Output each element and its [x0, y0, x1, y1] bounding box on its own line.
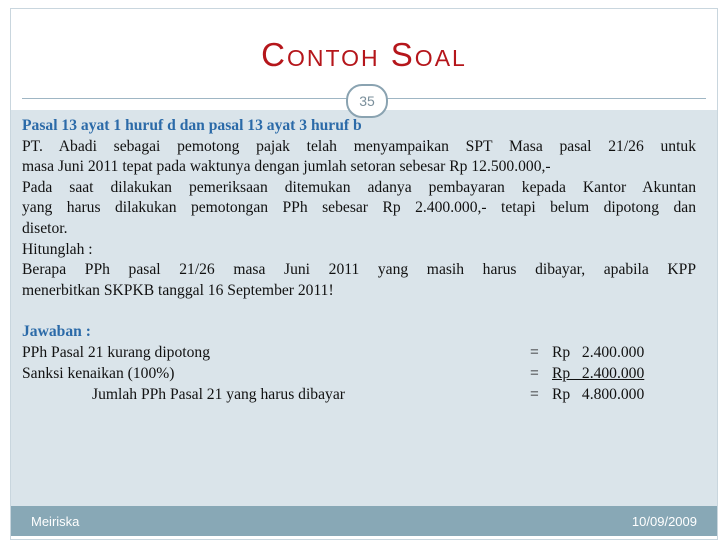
slide-title: Contoh Soal — [261, 36, 467, 73]
calc-label: PPh Pasal 21 kurang dipotong — [22, 343, 210, 361]
calc-row — [22, 364, 696, 385]
problem-line-5: disetor. — [22, 219, 68, 237]
footer-author: Meiriska — [31, 514, 80, 529]
problem-line-4: yang harus dilakukan pemotongan PPh sebesar Rp 2.400.000,- tetapi belum dipotong dan — [22, 199, 696, 217]
problem-line-1: PT. Abadi sebagai pemotong pajak telah menyampaikan SPT Masa pasal 21/26 untuk — [22, 137, 696, 155]
problem-line-2: masa Juni 2011 tepat pada waktunya dengan jumlah setoran sebesar Rp 12.500.000,- — [22, 158, 551, 176]
footer-date: 10/09/2009 — [631, 514, 697, 529]
calc-equals: = — [530, 343, 539, 361]
calc-amount: Rp 2.400.000 — [552, 343, 645, 361]
calc-row-total — [22, 385, 696, 406]
page-number-badge — [346, 84, 388, 118]
blank-line — [22, 301, 696, 322]
calc-row — [22, 343, 696, 364]
slide-body — [22, 116, 696, 406]
problem-heading: Pasal 13 ayat 1 huruf d dan pasal 13 ayat 3 huruf b — [22, 117, 362, 134]
problem-line-7: Berapa PPh pasal 21/26 masa Juni 2011 yang masih harus dibayar, apabila KPP — [22, 261, 696, 279]
page-number: 35 — [359, 93, 375, 109]
answer-heading: Jawaban : — [22, 323, 91, 341]
problem-line-3: Pada saat dilakukan pemeriksaan ditemukan adanya pembayaran kepada Kantor Akuntan — [22, 178, 696, 196]
footer-bar — [11, 506, 717, 536]
calc-equals: = — [530, 385, 539, 403]
calc-equals: = — [530, 364, 539, 382]
problem-line-8: menerbitkan SKPKB tanggal 16 September 2011! — [22, 281, 334, 299]
calc-amount: Rp 4.800.000 — [552, 385, 645, 403]
calc-label: Jumlah PPh Pasal 21 yang harus dibayar — [92, 385, 345, 403]
problem-line-6: Hitunglah : — [22, 240, 93, 258]
calc-label: Sanksi kenaikan (100%) — [22, 364, 175, 382]
calc-amount: Rp 2.400.000 — [552, 364, 645, 382]
